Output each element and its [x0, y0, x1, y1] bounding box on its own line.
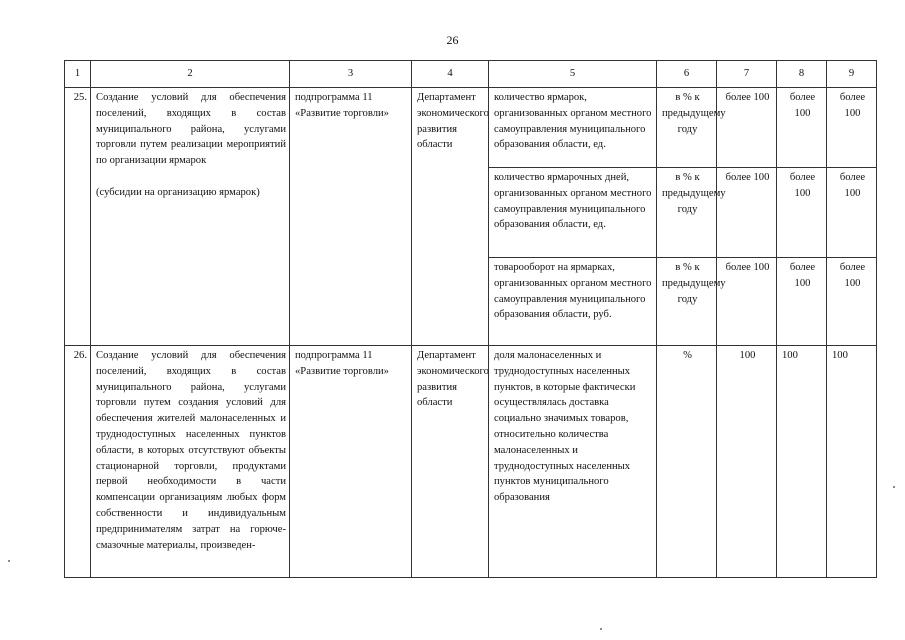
scan-speck: [893, 486, 895, 488]
scan-speck: [8, 560, 10, 562]
value-cell: более 100: [827, 258, 877, 346]
measure-note: (субсидии на организацию ярмарок): [96, 186, 260, 198]
value-cell: более 100: [717, 88, 777, 168]
table-row: [65, 88, 877, 168]
measure-description: Создание условий для обеспечения поселений, входящих в состав муниципального района, услугами торговли путем создания условий для обеспечения жителей малонаселенных и труднодоступных населенных пунктов области, в которых отсутствуют объекты стационарной торговли, продуктами первой необходимости в части компенсации организациям любых форм собственности и индивидуальным предпринимателям затрат на горюче-смазочные материалы, произведен-: [91, 346, 290, 578]
value-cell: 100: [827, 346, 877, 578]
column-header: 4: [412, 61, 489, 88]
page-number: 26: [446, 33, 459, 47]
column-header: 5: [489, 61, 657, 88]
scan-speck: [600, 628, 602, 630]
table-row: [65, 346, 877, 578]
column-header: 2: [91, 61, 290, 88]
value-cell: более 100: [717, 168, 777, 258]
column-header: 8: [777, 61, 827, 88]
value-cell: более 100: [777, 258, 827, 346]
indicator-cell: количество ярмарок, организованных органом местного самоуправления муниципального образования области, ед.: [489, 88, 657, 168]
column-header: 7: [717, 61, 777, 88]
column-header: 3: [290, 61, 412, 88]
value-cell: более 100: [827, 168, 877, 258]
row-number: 26.: [65, 346, 91, 578]
value-cell: более 100: [777, 168, 827, 258]
indicator-cell: количество ярмарочных дней, организованных органом местного самоуправления муниципального образования области, ед.: [489, 168, 657, 258]
unit-cell: в % к предыдущему году: [657, 258, 717, 346]
unit-cell: в % к предыдущему году: [657, 88, 717, 168]
indicator-cell: товарооборот на ярмарках, организованных органом местного самоуправления муниципального образования области, руб.: [489, 258, 657, 346]
column-header: 9: [827, 61, 877, 88]
unit-cell: %: [657, 346, 717, 578]
indicator-cell: доля малонаселенных и труднодоступных населенных пунктов, в которые фактически осуществлялась доставка социально значимых товаров, относительно количества малонаселенных и труднодоступных населенных пунктов муниципального образования: [489, 346, 657, 578]
row-number: 25.: [65, 88, 91, 346]
unit-cell: в % к предыдущему году: [657, 168, 717, 258]
column-header: 1: [65, 61, 91, 88]
value-cell: более 100: [777, 88, 827, 168]
value-cell: 100: [717, 346, 777, 578]
department-cell: Департамент экономического развития области: [412, 88, 489, 346]
program-cell: подпрограмма 11 «Развитие торговли»: [290, 88, 412, 346]
header-row: [65, 61, 877, 88]
department-cell: Департамент экономического развития области: [412, 346, 489, 578]
value-cell: более 100: [827, 88, 877, 168]
value-cell: более 100: [717, 258, 777, 346]
measure-description: [91, 88, 290, 346]
indicators-table: [64, 60, 877, 578]
program-cell: подпрограмма 11 «Развитие торговли»: [290, 346, 412, 578]
column-header: 6: [657, 61, 717, 88]
value-cell: 100: [777, 346, 827, 578]
measure-text: Создание условий для обеспечения поселений, входящих в состав муниципального района, услугами торговли путем реализации мероприятий по организации ярмарок: [96, 92, 286, 167]
